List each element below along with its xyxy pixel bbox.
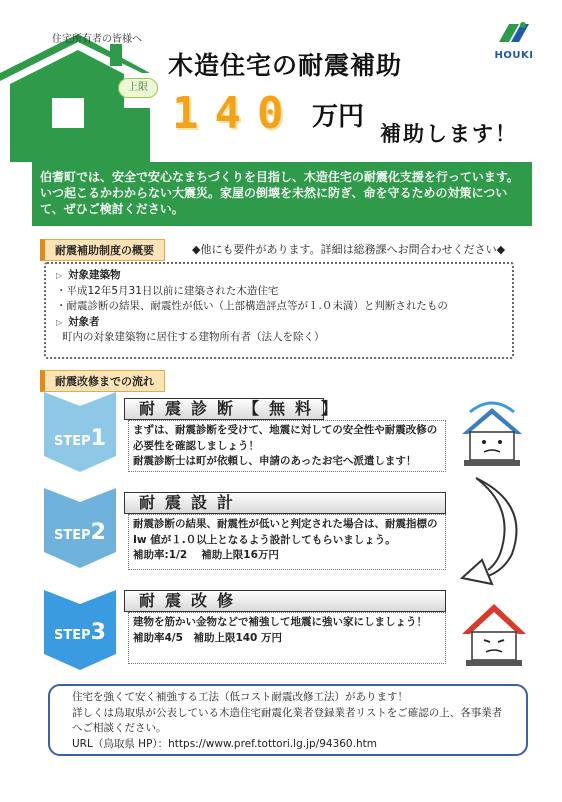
info-url[interactable]: URL（鳥取県 HP）：https://www.pref.tottori.lg.jp/94360.htm: [72, 737, 377, 750]
step3-label: STEP3: [54, 620, 106, 645]
flow-section-tag: 耐震改修までの流れ: [40, 370, 165, 392]
overview-note: ◆他にも要件があります。詳細は総務課へお問合わせください◆: [192, 243, 506, 256]
addressee-text: 住宅所有者の皆様へ: [52, 34, 142, 45]
overview-item: ・平成12年5月31日以前に建築された木造住宅: [56, 284, 279, 297]
step1-description: まずは、耐震診断を受けて、地震に対しての安全性や耐震改修の必要性を確認しましょう！ 耐震診断士は町が依頼し、申請のあったお宅へ派遣します！: [128, 420, 446, 472]
triangle-bullet-icon: ▷: [56, 271, 63, 280]
worried-house-icon: [456, 398, 528, 470]
info-box: [48, 684, 528, 756]
page-title: 木造住宅の耐震補助: [168, 51, 403, 80]
limit-badge: 上限: [118, 78, 158, 98]
houki-logo: [484, 20, 544, 61]
overview-item: 町内の対象建築物に居住する建物所有者（法人を除く）: [62, 331, 325, 343]
intro-banner: 伯耆町では、安全で安心なまちづくりを目指し、木造住宅の耐震化支援を行っています。いつ起こるかわからない大震災。家屋の倒壊を未然に防ぎ、命を守るための対策について、ぜひご検討ください。: [32, 162, 532, 226]
houki-logo-icon: [497, 20, 531, 46]
overview-heading-persons: ▷ 対象者: [56, 315, 502, 331]
step1-title: 耐震診断【無料】: [124, 398, 324, 420]
step3-title: 耐震改修: [124, 590, 446, 612]
overview-heading-buildings: ▷ 対象建築物: [56, 268, 502, 284]
amount-unit: 万円: [312, 102, 365, 132]
step1-label: STEP1: [54, 426, 106, 451]
overview-box: [44, 262, 514, 359]
sturdy-house-icon: [458, 598, 530, 672]
logo-text: HOUKI: [494, 50, 534, 61]
info-line: 住宅を強くて安く補強する工法（低コスト耐震改修工法）があります！: [72, 691, 408, 703]
curved-arrow-icon: [452, 474, 532, 594]
triangle-bullet-icon: ▷: [56, 317, 63, 327]
overview-item: ・耐震診断の結果、耐震性が低い（上部構造評点等が１.０未満）と判断されたもの: [56, 300, 448, 312]
subsidy-amount: 140: [172, 88, 300, 139]
step2-description: 耐震診断の結果、耐震性が低いと判定された場合は、耐震指標の Iw 値が１.０以上となるよう設計してもらいましょう。 補助率:1/2 補助上限16万円: [128, 514, 446, 570]
subsidy-headline: 補助します！: [380, 122, 518, 146]
overview-section-tag: 耐震補助制度の概要: [40, 239, 165, 261]
step2-title: 耐震設計: [124, 492, 446, 514]
step3-description: 建物を筋かい金物などで補強して地震に強い家にしましょう！ 補助率4/5 補助上限140 万円: [128, 612, 446, 664]
info-line: 詳しくは鳥取県が公表している木造住宅耐震化業者登録業者リストをご確認の上、各事業者へご相談ください。: [72, 706, 503, 734]
step2-label: STEP2: [54, 520, 106, 545]
